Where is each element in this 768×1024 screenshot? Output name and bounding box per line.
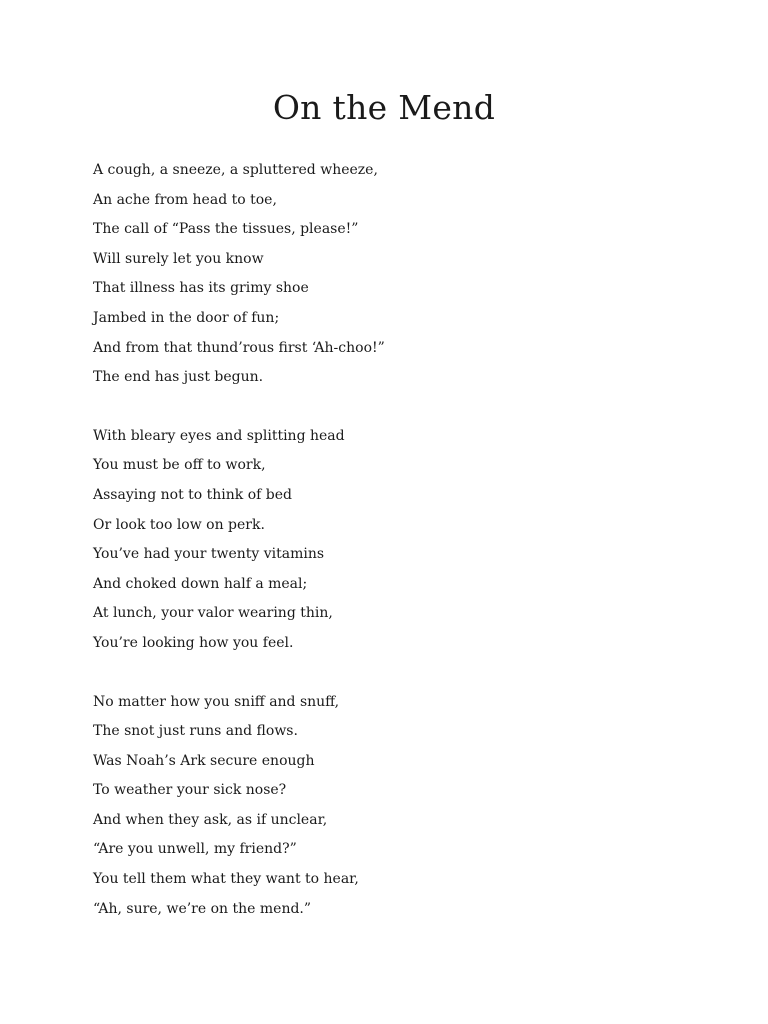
poem-line: You’re looking how you feel. (93, 634, 294, 651)
poem-line: Was Noah’s Ark secure enough (93, 752, 315, 769)
poem-line: No matter how you sniff and snuff, (93, 693, 340, 710)
poem-line: You tell them what they want to hear, (93, 871, 359, 888)
poem-line: “Are you unwell, my friend?” (93, 841, 297, 858)
poem-line: And from that thund’rous first ‘Ah-choo!” (93, 339, 385, 356)
poem-line: You must be off to work, (93, 457, 266, 474)
poem-line: And choked down half a meal; (93, 575, 308, 592)
poem-line: Will surely let you know (93, 250, 264, 267)
poem-line: At lunch, your valor wearing thin, (93, 605, 333, 622)
stanza-1 (93, 156, 693, 393)
poem-line: To weather your sick nose? (93, 782, 287, 799)
poem-line: The call of “Pass the tissues, please!” (93, 221, 359, 238)
poem-title: On the Mend (272, 88, 496, 127)
poem-line: That illness has its grimy shoe (93, 280, 309, 297)
poem-line: And when they ask, as if unclear, (93, 811, 328, 828)
poem-line: Jambed in the door of fun; (93, 309, 280, 326)
stanza-3 (93, 688, 693, 925)
poem-line: With bleary eyes and splitting head (93, 427, 345, 444)
poem-line: An ache from head to toe, (93, 191, 277, 208)
poem-line: Or look too low on perk. (93, 516, 265, 533)
poem-line: You’ve had your twenty vitamins (93, 546, 325, 563)
poem-line: The snot just runs and flows. (93, 723, 298, 740)
poem-body (93, 156, 693, 924)
poem-line: The end has just begun. (93, 369, 264, 386)
poem-line: A cough, a sneeze, a spluttered wheeze, (93, 162, 378, 178)
poem-line: “Ah, sure, we’re on the mend.” (93, 900, 312, 917)
stanza-2 (93, 422, 693, 659)
poem-line: Assaying not to think of bed (93, 486, 293, 503)
